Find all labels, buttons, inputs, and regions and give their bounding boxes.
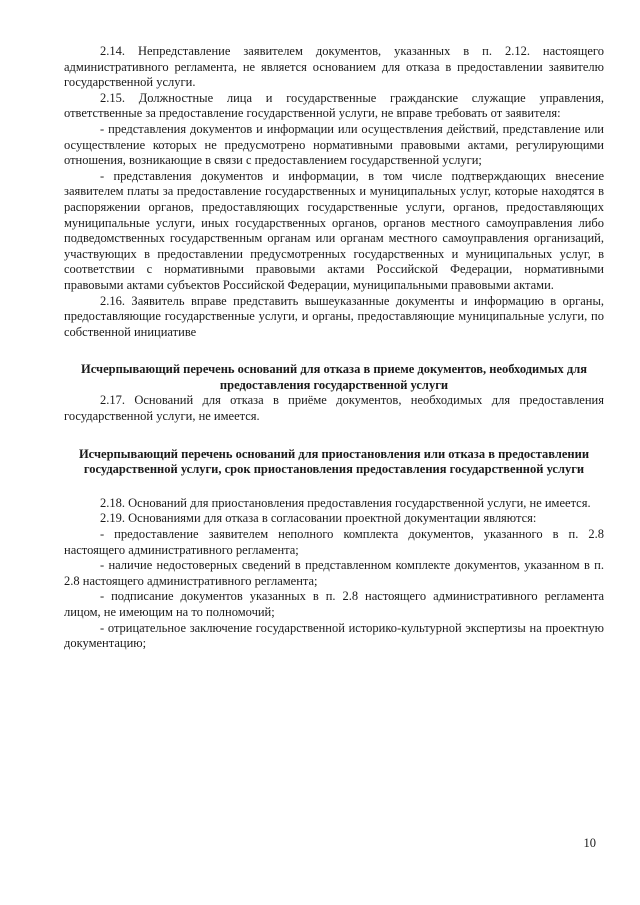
- spacer: [64, 425, 604, 447]
- list-item-requirement-1: - представления документов и информации или осуществления действий, представление или осуществление которых не предусмотрено нормативными правовыми актами, регулирующими отношения, возникающие в связи с предоставлением государственной услуги;: [64, 121, 604, 168]
- paragraph-2-16: 2.16. Заявитель вправе представить вышеуказанные документы и информацию в органы, предоставляющие государственные услуги, и органы, предоставляющие муниципальные услуги, по собственной инициативе: [64, 293, 604, 339]
- section-heading-suspension-refusal: Исчерпывающий перечень оснований для приостановления или отказа в предоставлении государственной услуги, срок приостановления предоставления государственной услуги: [78, 446, 590, 477]
- document-body: [64, 44, 604, 652]
- paragraph-2-17: 2.17. Оснований для отказа в приёме документов, необходимых для предоставления государственной услуги, не имеется.: [64, 393, 604, 424]
- spacer: [64, 478, 604, 496]
- list-item-refusal-1: - предоставление заявителем неполного комплекта документов, указанного в п. 2.8 настоящего административного регламента;: [64, 527, 604, 557]
- spacer: [64, 340, 604, 362]
- paragraph-2-18: 2.18. Оснований для приостановления предоставления государственной услуги, не имеется.: [100, 495, 591, 510]
- list-item-refusal-3: - подписание документов указанных в п. 2.8 настоящего административного регламента лицом, не имеющим на то полномочий;: [64, 589, 604, 619]
- paragraph-2-15: 2.15. Должностные лица и государственные гражданские служащие управления, ответственные за предоставление государственной услуги, не вправе требовать от заявителя:: [64, 90, 604, 121]
- list-item-refusal-2: - наличие недостоверных сведений в представленном комплекте документов, указанном в п. 2.8 настоящего административного регламента;: [64, 558, 604, 588]
- list-item-requirement-2: - представления документов и информации, в том числе подтверждающих внесение заявителем платы за предоставление государственных и муниципальных услуг, которые находятся в распоряжении органов, предоставляющих государственные услуги, органов, предоставляющих муниципальные услуги, иных государственных органов, органов местного самоуправления либо подведомственных государственным органам или органам местного самоуправления организаций, участвующих в предоставлении предусмотренных государственных и муниципальных услуг, в соответствии с нормативными правовыми актами Российской Федерации, нормативными правовыми актами субъектов Российской Федерации, муниципальными правовыми актами.: [64, 168, 604, 292]
- section-heading-refusal-documents: Исчерпывающий перечень оснований для отказа в приеме документов, необходимых для предоставления государственной услуги: [81, 362, 587, 392]
- list-item-refusal-4: - отрицательное заключение государственной историко-культурной экспертизы на проектную документацию;: [64, 620, 604, 651]
- page-number: 10: [583, 836, 596, 850]
- paragraph-2-14: 2.14. Непредставление заявителем документов, указанных в п. 2.12. настоящего административного регламента, не является основанием для отказа в предоставлении заявителю государственной услуги.: [64, 44, 604, 90]
- paragraph-2-19: 2.19. Основаниями для отказа в согласовании проектной документации являются:: [100, 511, 537, 526]
